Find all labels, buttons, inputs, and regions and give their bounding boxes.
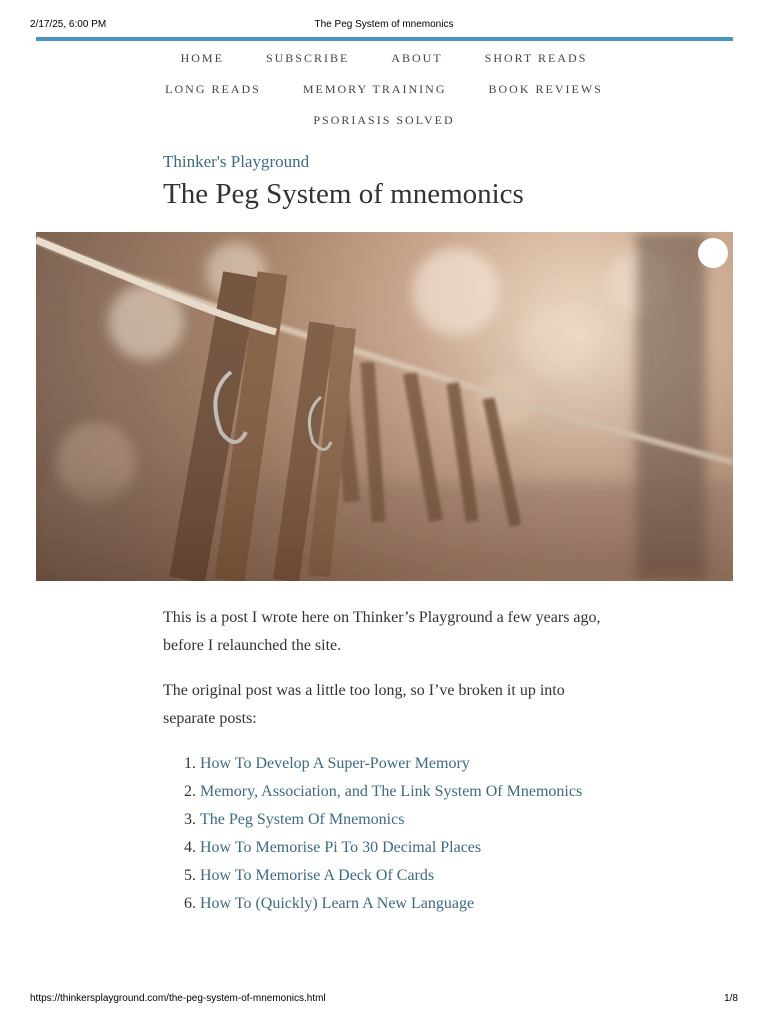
- top-accent-bar: [36, 37, 733, 41]
- list-item: [200, 890, 603, 918]
- print-header: [0, 19, 768, 33]
- nav-item-long-reads[interactable]: LONG READS: [165, 82, 261, 96]
- print-page-number: 1/8: [724, 993, 738, 1004]
- list-item: [200, 778, 603, 806]
- series-list: [163, 750, 603, 918]
- series-link-link-system[interactable]: Memory, Association, and The Link System Of Mnemonics: [200, 783, 583, 800]
- series-link-peg-system[interactable]: The Peg System Of Mnemonics: [200, 811, 405, 828]
- series-link-memorise-pi[interactable]: How To Memorise Pi To 30 Decimal Places: [200, 839, 482, 856]
- nav-item-psoriasis-solved[interactable]: PSORIASIS SOLVED: [313, 113, 455, 127]
- print-date: 2/17/25, 6:00 PM: [30, 19, 107, 30]
- print-title: The Peg System of mnemonics: [314, 19, 454, 30]
- list-item: [200, 862, 603, 890]
- list-item: [200, 806, 603, 834]
- nav-item-short-reads[interactable]: SHORT READS: [484, 51, 588, 65]
- series-link-deck-of-cards[interactable]: How To Memorise A Deck Of Cards: [200, 867, 435, 884]
- nav-item-about[interactable]: ABOUT: [391, 51, 443, 65]
- site-name-link[interactable]: Thinker's Playground: [163, 152, 310, 171]
- nav-item-home[interactable]: HOME: [180, 51, 224, 65]
- series-link-new-language[interactable]: How To (Quickly) Learn A New Language: [200, 895, 475, 912]
- series-paragraph: The original post was a little too long, so I’ve broken it up into separate posts:: [163, 682, 565, 727]
- series-link-super-power-memory[interactable]: How To Develop A Super-Power Memory: [200, 755, 470, 772]
- nav-row-1: [0, 50, 768, 81]
- post-body: [163, 604, 603, 918]
- print-footer: [0, 993, 768, 1007]
- nav-item-memory-training[interactable]: MEMORY TRAINING: [302, 82, 447, 96]
- intro-paragraph: This is a post I wrote here on Thinker’s Playground a few years ago, before I relaunched the site.: [163, 609, 601, 654]
- hero-image-clothespins: [36, 232, 733, 581]
- nav-row-2: [0, 81, 768, 112]
- clothespins-illustration: [36, 232, 733, 581]
- list-item: [200, 750, 603, 778]
- list-item: [200, 834, 603, 862]
- nav-item-subscribe[interactable]: SUBSCRIBE: [265, 51, 350, 65]
- image-overlay-button[interactable]: [698, 238, 728, 268]
- nav-item-book-reviews[interactable]: BOOK REVIEWS: [488, 82, 603, 96]
- main-nav: [0, 50, 768, 143]
- post-title: The Peg System of mnemonics: [163, 178, 524, 210]
- print-url: https://thinkersplayground.com/the-peg-system-of-mnemonics.html: [30, 993, 326, 1004]
- nav-row-3: [0, 112, 768, 143]
